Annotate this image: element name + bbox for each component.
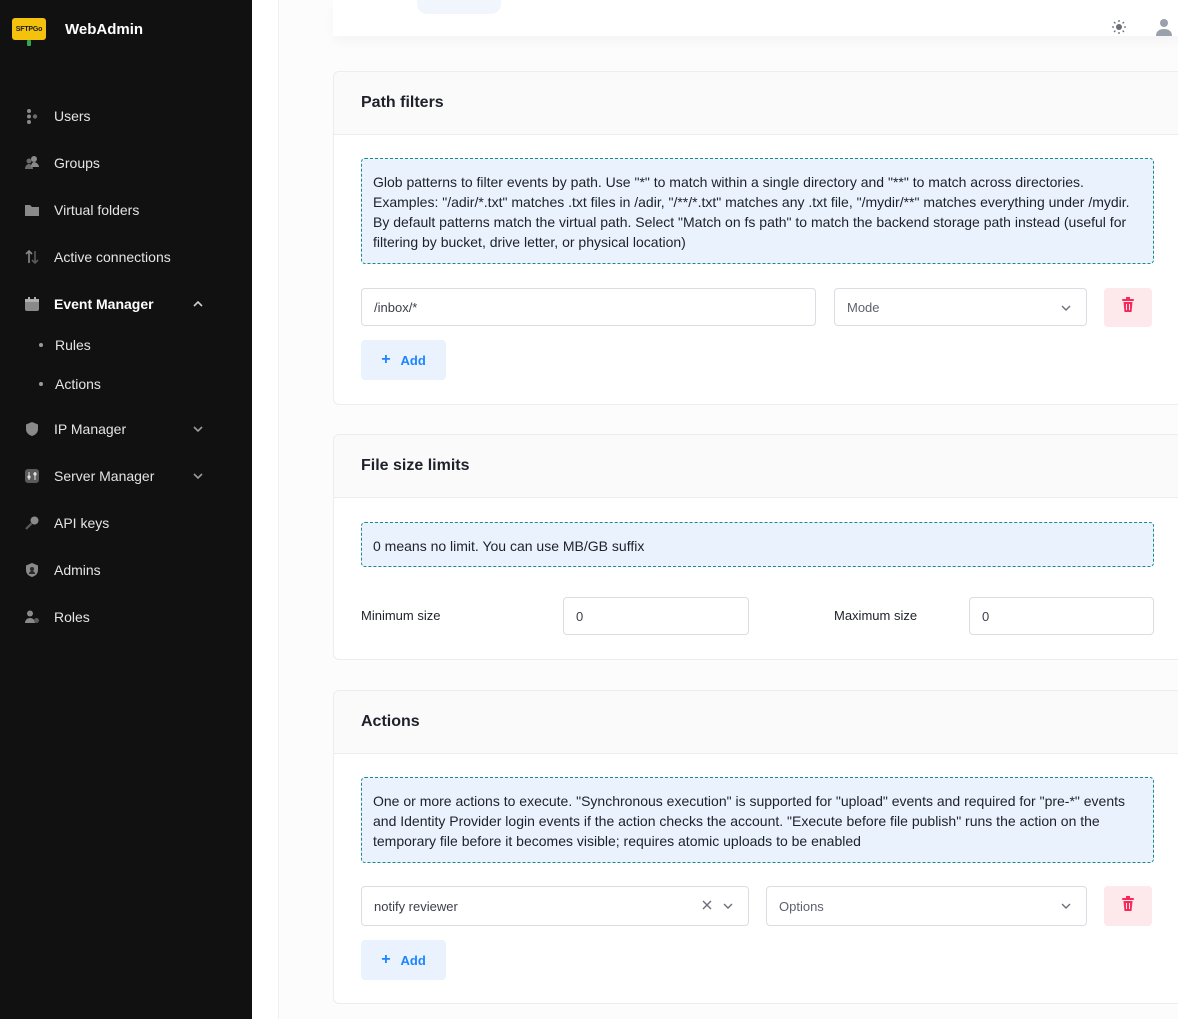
bullet-icon bbox=[39, 382, 43, 386]
card-title: File size limits bbox=[361, 457, 470, 474]
action-select[interactable] bbox=[361, 886, 749, 926]
sidebar-item-label: Groups bbox=[54, 155, 100, 171]
trash-icon bbox=[1121, 297, 1135, 318]
arrows-updown-icon bbox=[24, 249, 40, 265]
sidebar-item-label: API keys bbox=[54, 515, 110, 531]
delete-action-button[interactable] bbox=[1104, 886, 1152, 926]
sidebar-item-roles[interactable] bbox=[0, 597, 252, 637]
action-select-value: notify reviewer bbox=[374, 898, 458, 914]
file-size-limits-card bbox=[333, 434, 1178, 660]
previous-button-edge bbox=[417, 0, 501, 14]
sidebar bbox=[0, 0, 252, 1019]
sidebar-item-event-manager[interactable] bbox=[0, 284, 252, 324]
key-icon bbox=[24, 515, 40, 531]
actions-notice: One or more actions to execute. "Synchronous execution" is supported for "upload" events and required for "pre-*" events and Identity Provider login events if the action checks the account. "Execute before file publish" runs the action on the temporary file before it becomes visible; requires atomic uploads to be enabled bbox=[361, 777, 1154, 863]
shield-icon bbox=[24, 421, 40, 437]
user-icon bbox=[1156, 18, 1172, 41]
minimum-size-input[interactable]: 0 bbox=[563, 597, 749, 635]
path-filters-card bbox=[333, 71, 1178, 405]
sun-icon bbox=[1111, 19, 1127, 40]
maximum-size-label: Maximum size bbox=[834, 608, 918, 623]
chevron-up-icon bbox=[190, 296, 206, 312]
sidebar-subitem-actions[interactable] bbox=[0, 368, 252, 400]
trash-icon bbox=[1121, 896, 1135, 917]
users-icon bbox=[24, 108, 40, 124]
user-role-icon bbox=[24, 609, 40, 625]
sidebar-item-label: Active connections bbox=[54, 249, 171, 265]
main-content bbox=[252, 0, 1178, 1019]
calendar-icon bbox=[24, 296, 40, 312]
sidebar-item-label: Virtual folders bbox=[54, 202, 140, 218]
sftpgo-logo: SFTPGo bbox=[12, 18, 46, 40]
sidebar-subitem-label: Actions bbox=[55, 376, 101, 392]
chevron-down-icon bbox=[722, 900, 734, 912]
clear-icon[interactable] bbox=[700, 898, 714, 912]
sidebar-item-groups[interactable] bbox=[0, 143, 252, 183]
sidebar-item-virtual-folders[interactable] bbox=[0, 190, 252, 230]
sliders-icon bbox=[24, 468, 40, 484]
card-header bbox=[334, 72, 1178, 135]
add-path-filter-button[interactable] bbox=[361, 340, 446, 380]
minimum-size-label: Minimum size bbox=[361, 608, 441, 623]
sidebar-item-label: Users bbox=[54, 108, 91, 124]
maximum-size-input[interactable]: 0 bbox=[969, 597, 1154, 635]
sidebar-item-server-manager[interactable] bbox=[0, 456, 252, 496]
options-select-value: Options bbox=[779, 898, 824, 914]
path-filters-notice: Glob patterns to filter events by path. Use "*" to match within a single directory and "**" to match across directories. Examples: "/adir/*.txt" matches .txt files in /adir, "/**/*.txt" matches any .txt file, "/mydir/**" matches everything under /mydir. By default patterns match the virtual path. Select "Match on fs path" to match the backend storage path instead (useful for filtering by bucket, drive letter, or physical location) bbox=[361, 158, 1154, 264]
card-header bbox=[334, 435, 1178, 498]
chevron-down-icon bbox=[190, 421, 206, 437]
groups-icon bbox=[24, 155, 40, 171]
sidebar-subitem-label: Rules bbox=[55, 337, 91, 353]
sidebar-item-label: IP Manager bbox=[54, 421, 127, 437]
file-size-notice: 0 means no limit. You can use MB/GB suffix bbox=[361, 522, 1154, 567]
card-title: Path filters bbox=[361, 94, 444, 111]
sidebar-item-admins[interactable] bbox=[0, 550, 252, 590]
add-action-button[interactable] bbox=[361, 940, 446, 980]
sidebar-item-label: Roles bbox=[54, 609, 90, 625]
plus-icon: + bbox=[381, 951, 391, 968]
chevron-down-icon bbox=[190, 468, 206, 484]
bullet-icon bbox=[39, 343, 43, 347]
chevron-down-icon bbox=[1060, 900, 1072, 912]
path-pattern-input[interactable]: /inbox/* bbox=[361, 288, 816, 326]
chevron-down-icon bbox=[1060, 302, 1072, 314]
sidebar-item-users[interactable] bbox=[0, 96, 252, 136]
add-button-label: Add bbox=[400, 952, 426, 968]
sidebar-item-label: Admins bbox=[54, 562, 101, 578]
sidebar-item-api-keys[interactable] bbox=[0, 503, 252, 543]
card-header bbox=[334, 691, 1178, 754]
brand[interactable] bbox=[12, 16, 143, 42]
theme-toggle-button[interactable] bbox=[1108, 18, 1130, 40]
plus-icon: + bbox=[381, 351, 391, 368]
mode-select-value: Mode bbox=[847, 299, 880, 315]
sidebar-item-label: Server Manager bbox=[54, 468, 155, 484]
sidebar-item-label: Event Manager bbox=[54, 296, 154, 312]
folder-icon bbox=[24, 202, 40, 218]
add-button-label: Add bbox=[400, 352, 426, 368]
sidebar-item-ip-manager[interactable] bbox=[0, 409, 252, 449]
action-options-select[interactable] bbox=[766, 886, 1087, 926]
brand-name: WebAdmin bbox=[65, 20, 144, 38]
delete-path-filter-button[interactable] bbox=[1104, 288, 1152, 327]
mode-select[interactable] bbox=[834, 288, 1087, 326]
sidebar-item-active-connections[interactable] bbox=[0, 237, 252, 277]
card-title: Actions bbox=[361, 713, 420, 730]
admin-shield-icon bbox=[24, 562, 40, 578]
previous-card-bottom bbox=[333, 0, 1178, 36]
content-area bbox=[278, 0, 1178, 1019]
actions-card bbox=[333, 690, 1178, 1004]
sidebar-subitem-rules[interactable] bbox=[0, 329, 252, 361]
user-menu-button[interactable] bbox=[1153, 18, 1175, 40]
